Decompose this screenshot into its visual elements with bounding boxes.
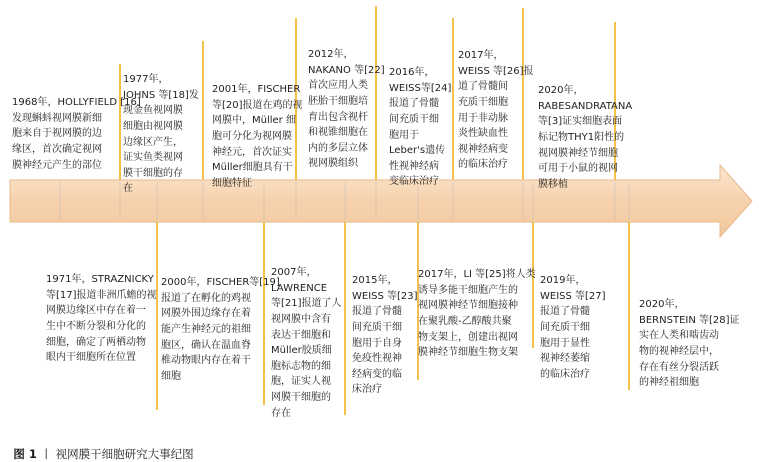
event-2007: 2007年， LAWRENCE 等[21]报道了人 视网膜中含有 表达干细胞和 Müller胶质细 胞标志物的细 胞，证实人视 网膜干细胞的 存在: [271, 267, 342, 419]
event-2017-weiss: 2017年， WEISS 等[26]报 道了骨髓间 充质干细胞 用于非动脉 炎性缺血性 视神经病变 的临床治疗: [458, 50, 534, 171]
event-1968: 1968年，HOLLYFIELD [16] 发现蝌蚪视网膜新细 胞来自于视网膜的边 缘区，首次确定视网 膜神经元产生的部位: [12, 97, 141, 171]
event-2017-li: 2017年，LI 等[25]将人类 诱导多能干细胞产生的 视网膜神经节细胞接种 在聚乳酸-乙醇酸共聚 物支架上，创建出视网 膜神经节细胞生物支架: [418, 269, 536, 359]
event-2012: 2012年， NAKANO 等[22] 首次应用人类 胚胎干细胞培 育出包含视杆 和视锥细胞在 内的多层立体 视网膜组织: [308, 49, 385, 170]
event-1971: 1971年，STRAZNICKY 等[17]报道非洲爪蟾的视 网膜边缘区中存在着一 生中不断分裂和分化的 细胞，确定了两栖动物 眼内干细胞所在位置: [46, 274, 157, 364]
event-2000: 2000年，FISCHER等[19] 报道了在孵化的鸡视 网膜外围边缘存在着 能产生神经元的祖细 胞区，确认在温血脊 椎动物眼内存在着干 细胞: [161, 277, 280, 382]
event-2020-bernstein: 2020年， BERNSTEIN 等[28]证 实在人类和啮齿动 物的视神经层中， 存在有丝分裂活跃 的神经祖细胞: [639, 299, 740, 389]
event-2015: 2015年， WEISS 等[23] 报道了骨髓 间充质干细 胞用于自身 免疫性视神 经病变的临 床治疗: [352, 275, 418, 396]
event-2020-rabesandratana: 2020年， RABESANDRATANA 等[3]证实细胞表面 标记物THY1阳性的 视网膜神经节细胞 可用于小鼠的视网 膜移植: [538, 85, 633, 190]
event-2016: 2016年， WEISS等[24] 报道了骨髓 间充质干细 胞用于 Leber's遗传 性视神经病 变临床治疗: [389, 67, 452, 188]
figure-caption: 图 1 丨 视网膜干细胞研究大事纪图: [13, 447, 194, 461]
event-2019: 2019年， WEISS 等[27] 报道了骨髓 间充质干细 胞用于显性 视神经萎缩 的临床治疗: [540, 275, 606, 380]
timeline-arrow: [10, 165, 752, 237]
event-1977: 1977年， JOHNS 等[18]发 现金鱼视网膜 细胞由视网膜 边缘区产生， 证实鱼类视网 膜干细胞的存 在: [123, 74, 199, 195]
event-2001: 2001年，FISCHER 等[20]报道在鸡的视 网膜中，Müller 细 胞可分化为视网膜 神经元，首次证实 Müller细胞具有干 细胞特征: [212, 84, 303, 189]
